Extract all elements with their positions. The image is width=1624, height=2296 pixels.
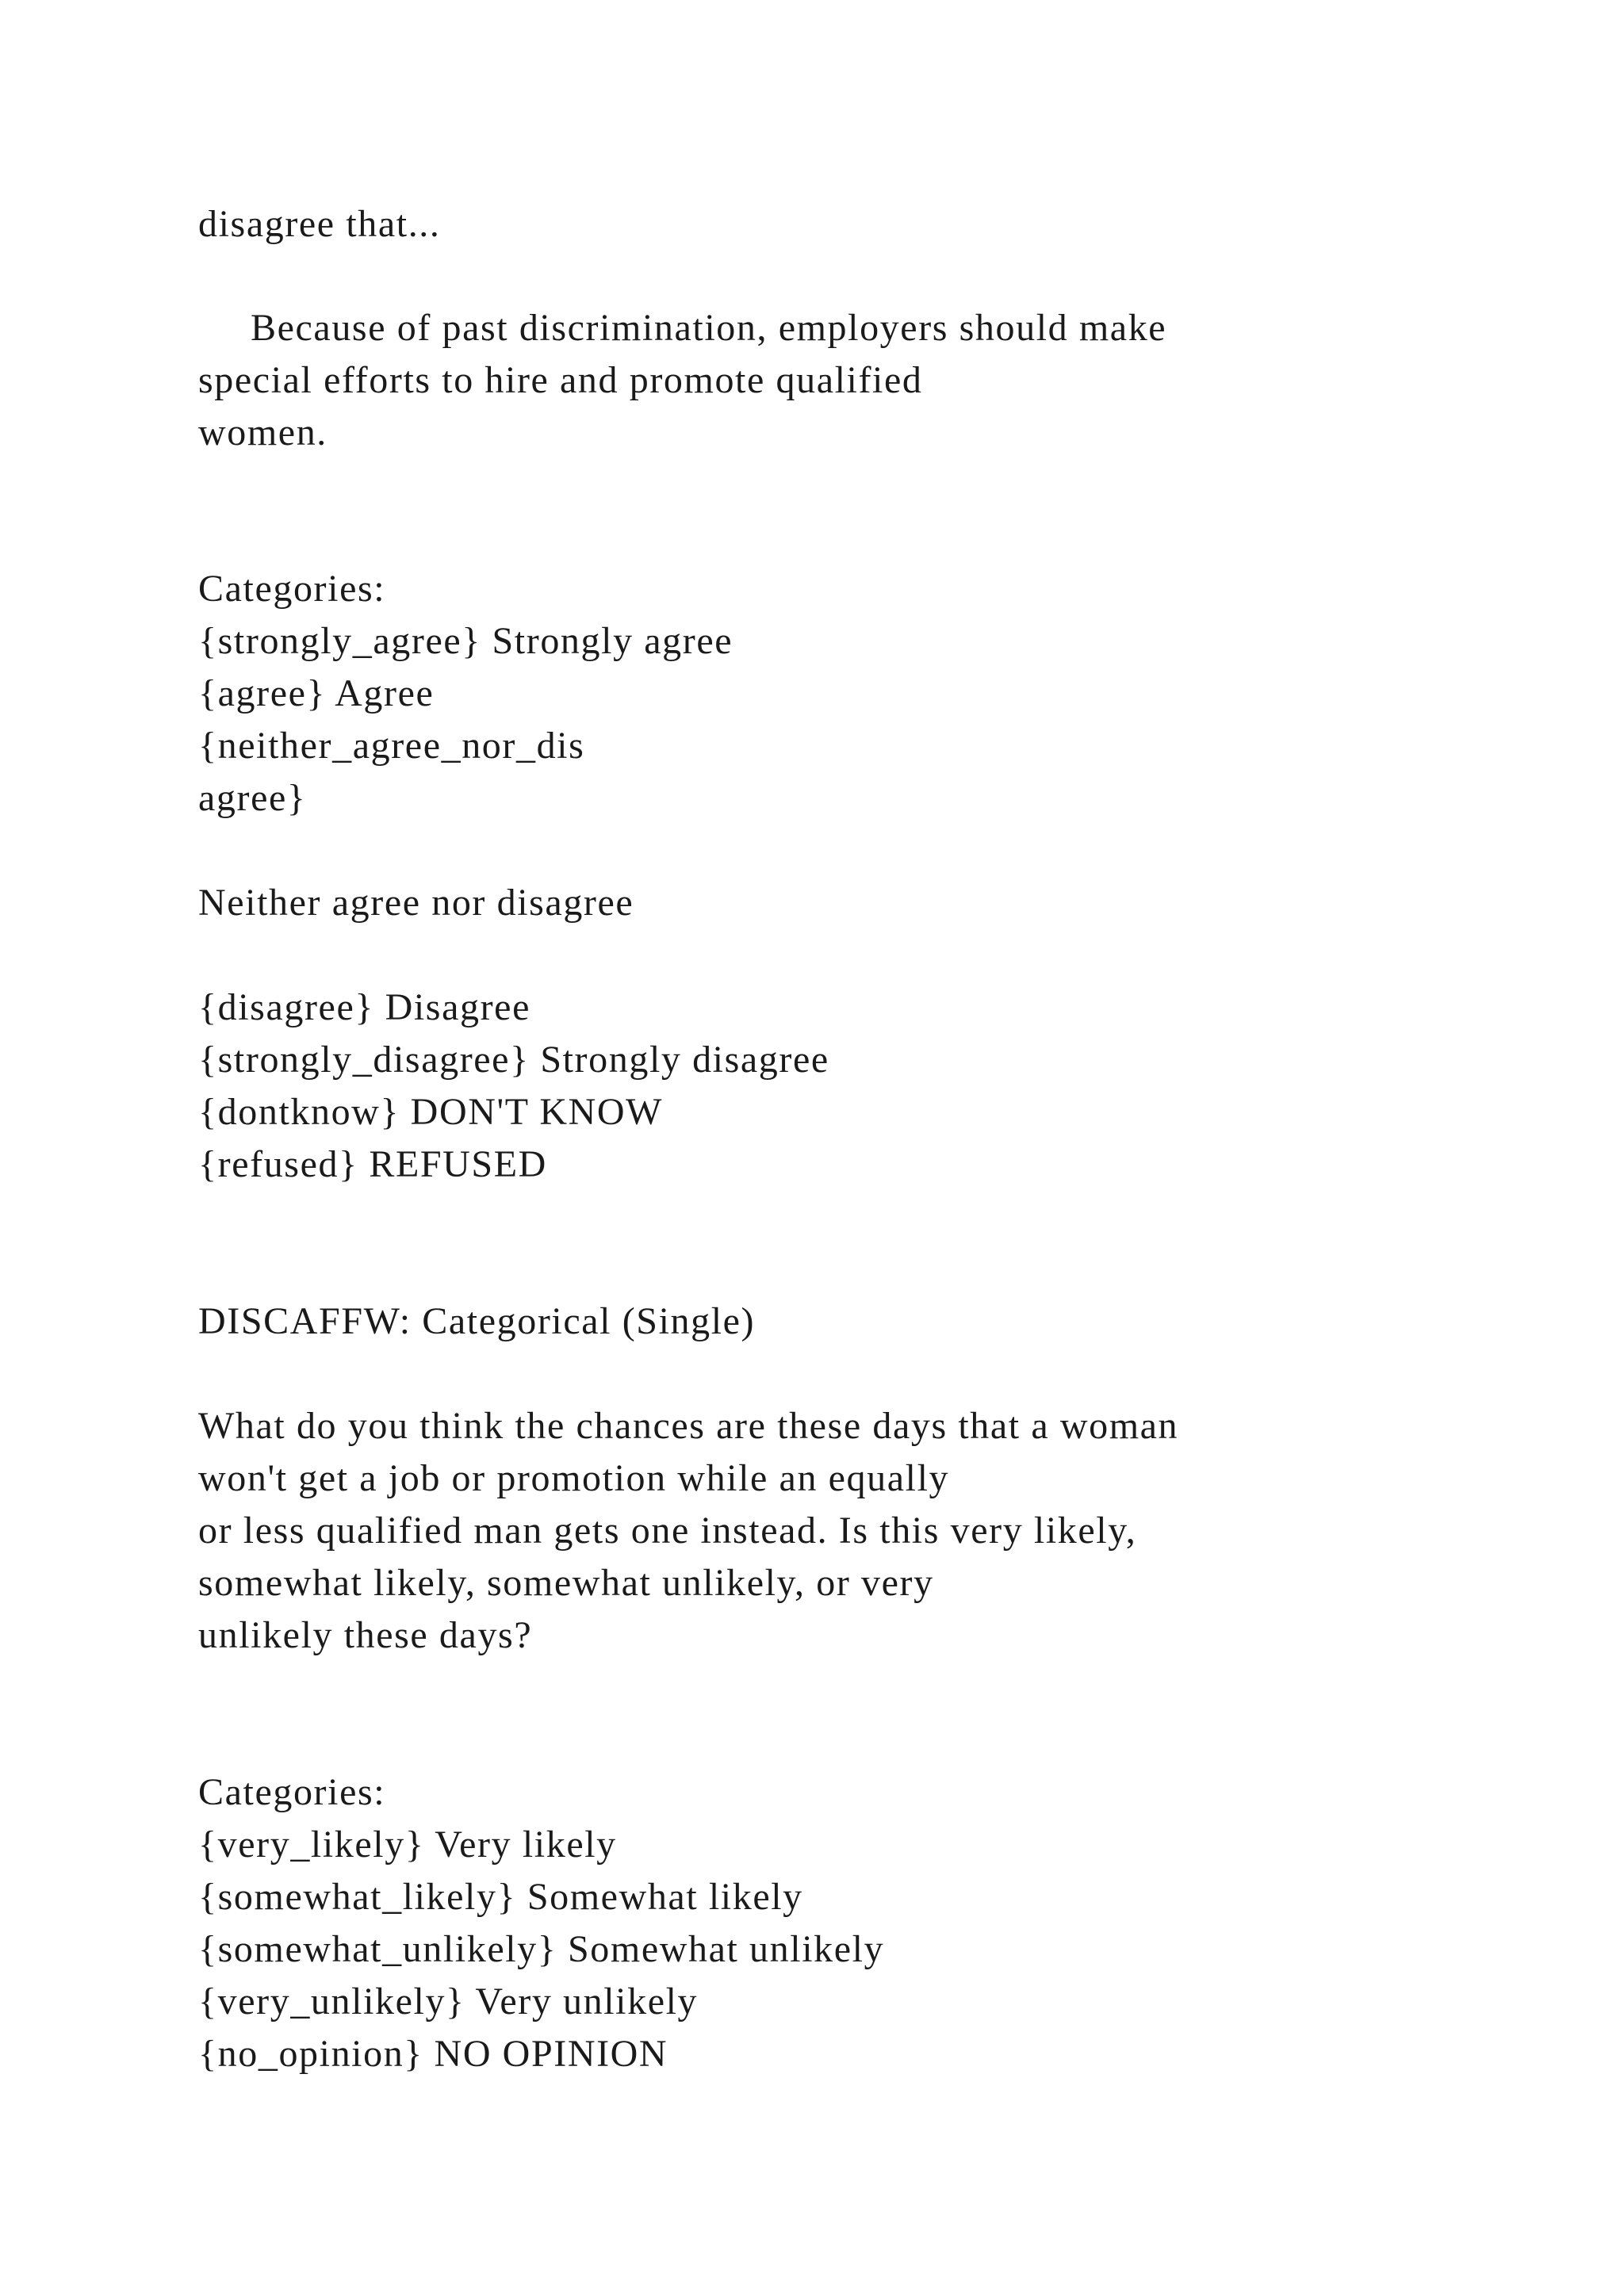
- statement-line: Because of past discrimination, employers should make: [251, 307, 1167, 349]
- question-line: unlikely these days?: [198, 1614, 533, 1656]
- intro-text: disagree that...: [198, 203, 441, 245]
- category-item: {somewhat_likely} Somewhat likely: [198, 1876, 803, 1918]
- category-item: agree}: [198, 777, 307, 819]
- question-line: somewhat likely, somewhat unlikely, or very: [198, 1562, 934, 1604]
- statement-line: women.: [198, 411, 327, 453]
- category-item: {very_likely} Very likely: [198, 1823, 617, 1866]
- question-line: or less qualified man gets one instead. Is this very likely,: [198, 1510, 1137, 1552]
- category-item: {dontknow} DON'T KNOW: [198, 1091, 664, 1133]
- category-item: {no_opinion} NO OPINION: [198, 2033, 668, 2075]
- category-item: {very_unlikely} Very unlikely: [198, 1980, 699, 2022]
- question-line: won't get a job or promotion while an equally: [198, 1457, 950, 1499]
- statement-line: special efforts to hire and promote qualified: [198, 359, 923, 401]
- variable-heading: DISCAFFW: Categorical (Single): [198, 1300, 756, 1342]
- categories-label: Categories:: [198, 1771, 386, 1813]
- category-item: {neither_agree_nor_dis: [198, 725, 585, 767]
- category-item: {strongly_agree} Strongly agree: [198, 620, 733, 662]
- category-item: {agree} Agree: [198, 672, 435, 714]
- categories-label: Categories:: [198, 568, 386, 610]
- category-item: {strongly_disagree} Strongly disagree: [198, 1039, 829, 1081]
- category-item: {refused} REFUSED: [198, 1143, 547, 1185]
- question-line: What do you think the chances are these days that a woman: [198, 1405, 1179, 1447]
- category-item: {somewhat_unlikely} Somewhat unlikely: [198, 1928, 885, 1970]
- category-item: Neither agree nor disagree: [198, 882, 634, 924]
- category-item: {disagree} Disagree: [198, 986, 530, 1028]
